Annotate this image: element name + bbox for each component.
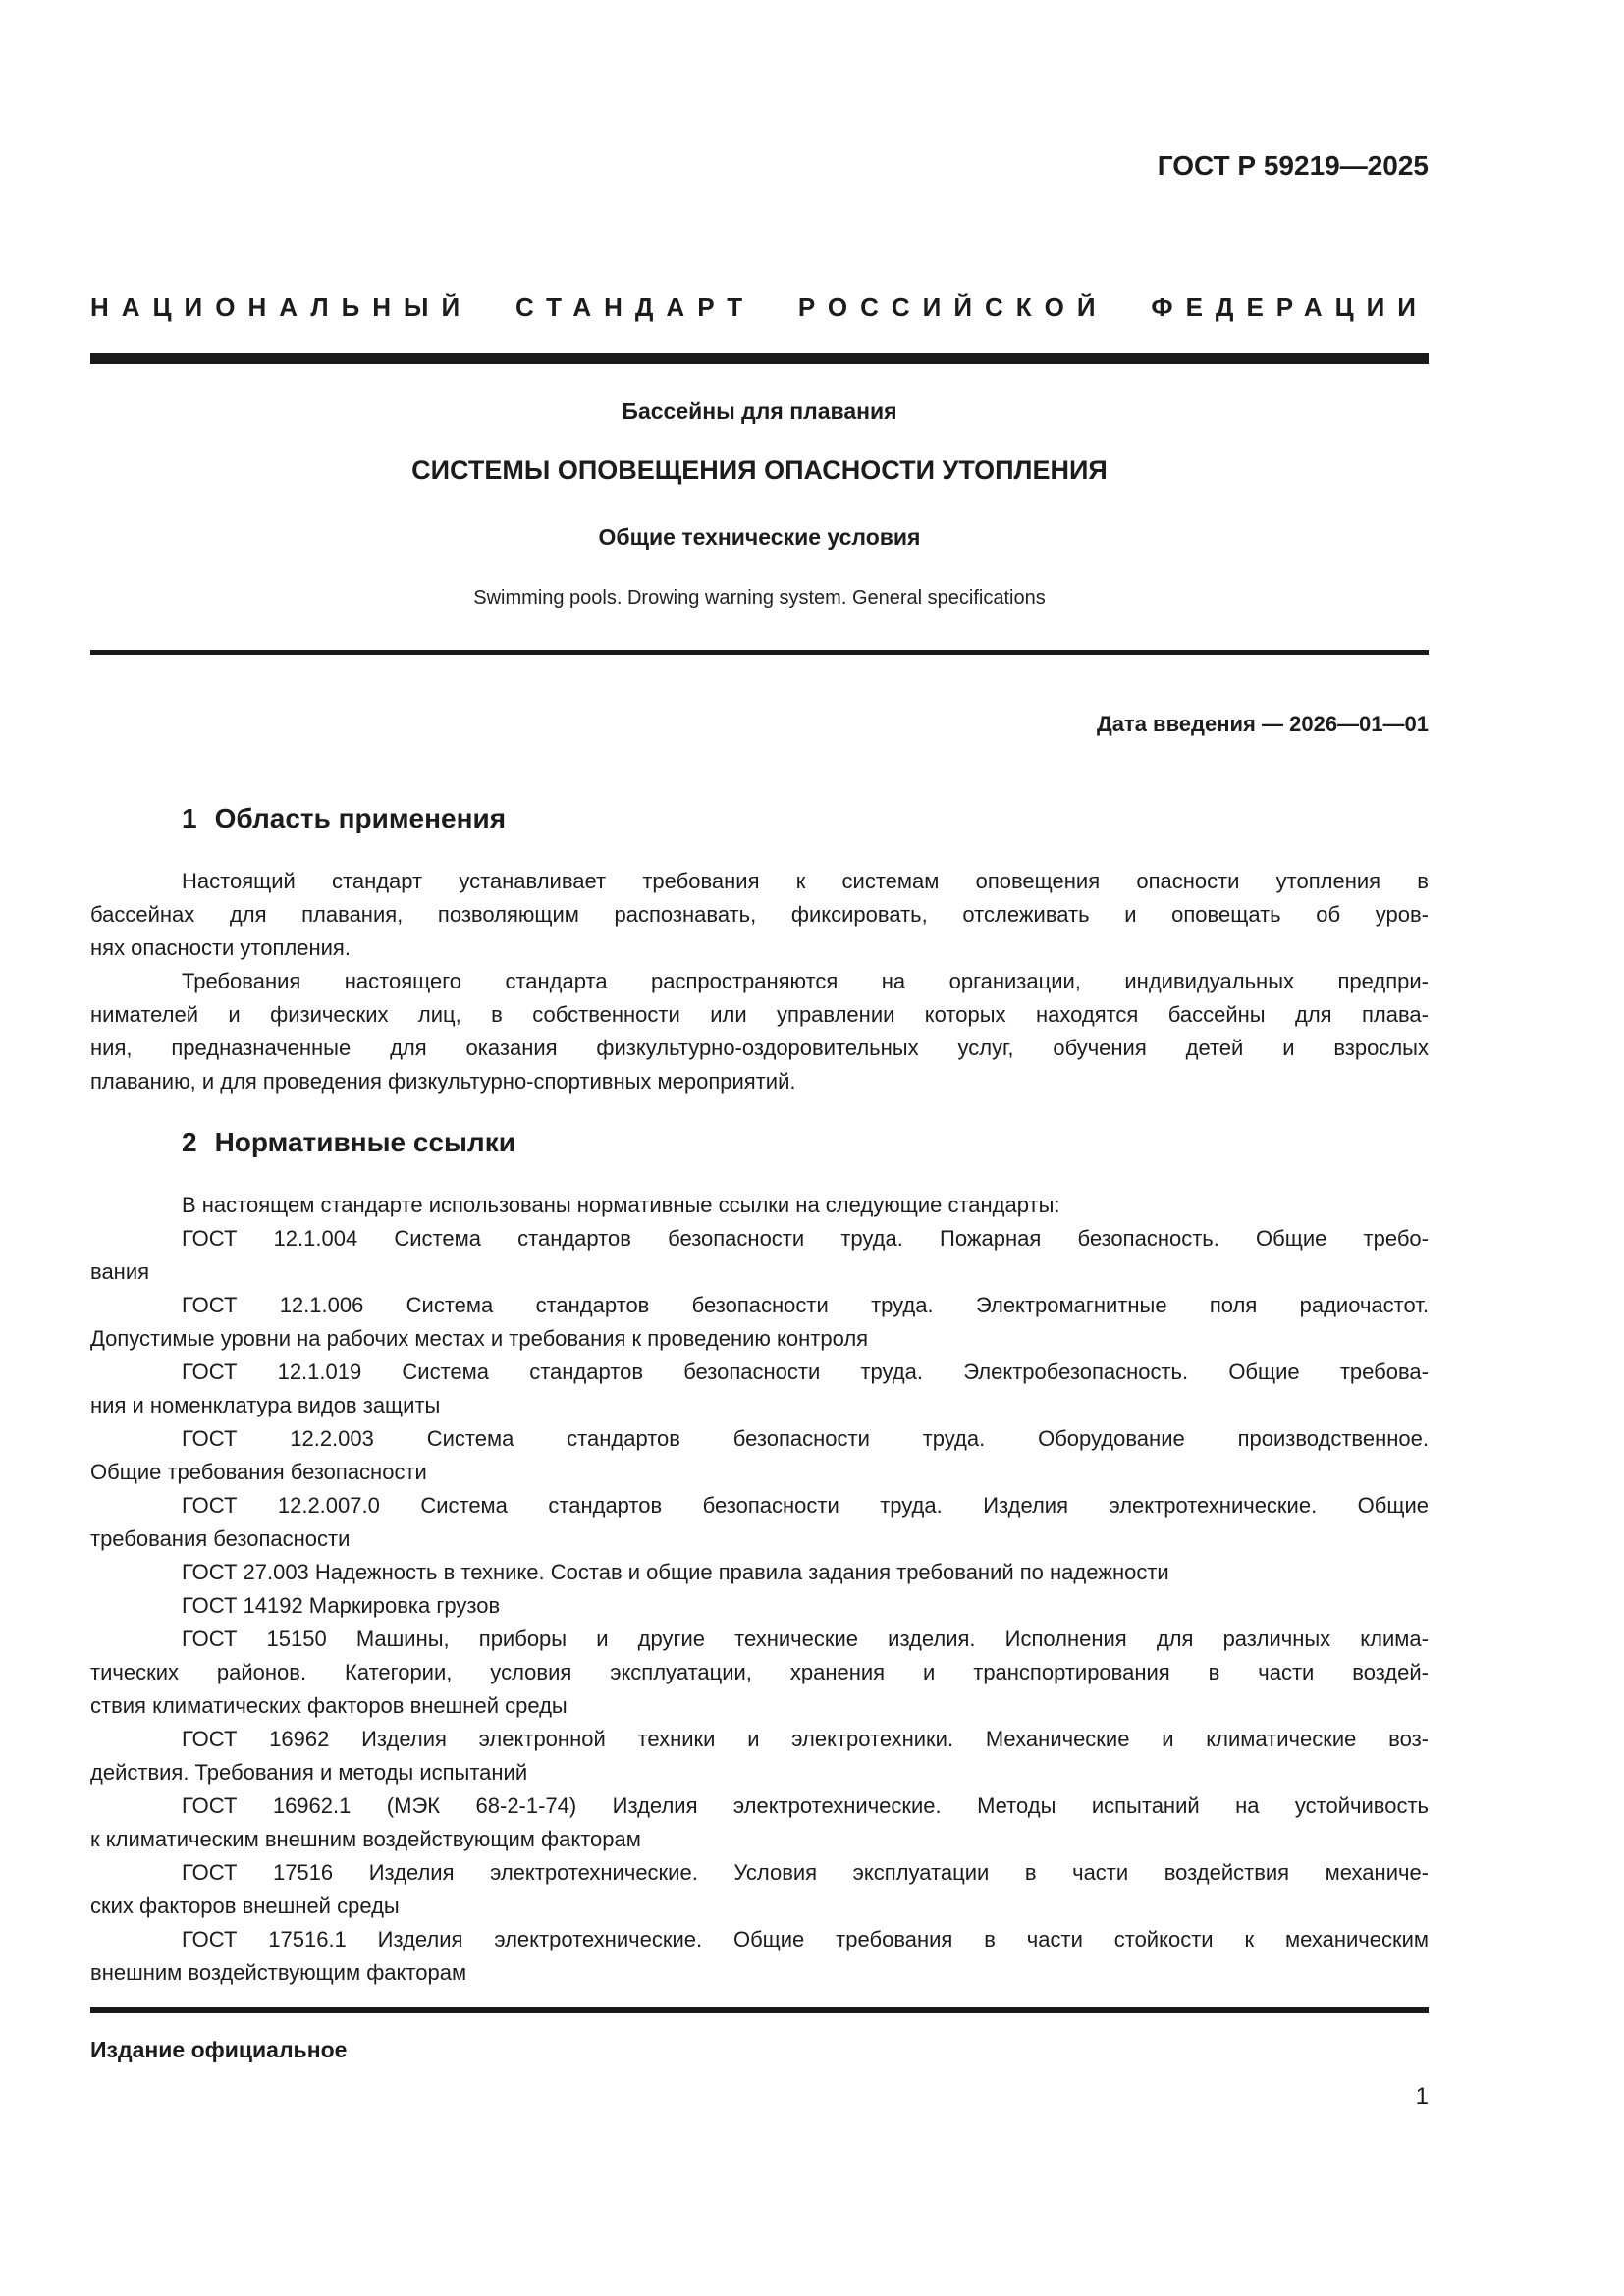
section-title: Нормативные ссылки — [214, 1127, 515, 1157]
paragraph-line: Требования настоящего стандарта распространяются на организации, индивидуальных предпри- — [182, 969, 1429, 993]
paragraph-line: Настоящий стандарт устанавливает требования к системам оповещения опасности утопления в — [182, 869, 1429, 893]
paragraph — [90, 1723, 1429, 1789]
paragraph-line: ГОСТ 14192 Маркировка грузов — [182, 1593, 501, 1618]
paragraph-line: ских факторов внешней среды — [90, 1894, 400, 1918]
paragraph-line: ГОСТ 12.2.003 Система стандартов безопасности труда. Оборудование производственное. — [182, 1426, 1429, 1451]
paragraph-line: ГОСТ 27.003 Надежность в технике. Состав и общие правила задания требований по надежности — [182, 1560, 1169, 1584]
paragraph — [90, 1623, 1429, 1723]
paragraph-line: ГОСТ 17516 Изделия электротехнические. Условия эксплуатации в части воздействия механиче- — [182, 1860, 1429, 1885]
paragraph-line: вания — [90, 1259, 150, 1284]
doc-number: ГОСТ Р 59219—2025 — [1157, 150, 1429, 181]
title-rule — [90, 650, 1429, 655]
paragraph-line: требования безопасности — [90, 1526, 351, 1551]
paragraph-line: ГОСТ 12.1.006 Система стандартов безопасности труда. Электромагнитные поля радиочастот. — [182, 1293, 1429, 1317]
page-number: 1 — [1415, 2083, 1429, 2109]
effective-date: Дата введения — 2026—01—01 — [1097, 712, 1429, 736]
title-english: Swimming pools. Drowing warning system. General specifications — [473, 587, 1046, 609]
paragraph-line: ния и номенклатура видов защиты — [90, 1393, 441, 1417]
paragraph-line: Допустимые уровни на рабочих местах и требования к проведению контроля — [90, 1326, 869, 1351]
title-main: СИСТЕМЫ ОПОВЕЩЕНИЯ ОПАСНОСТИ УТОПЛЕНИЯ — [411, 455, 1108, 485]
paragraph-line: нях опасности утопления. — [90, 935, 351, 960]
paragraph — [90, 1422, 1429, 1489]
paragraph-line: ния, предназначенные для оказания физкультурно-оздоровительных услуг, обучения детей и взрослых — [90, 1036, 1429, 1060]
paragraph-line: плаванию, и для проведения физкультурно-спортивных мероприятий. — [90, 1069, 796, 1094]
paragraph — [90, 865, 1429, 965]
paragraph-line: Общие требования безопасности — [90, 1460, 427, 1484]
paragraph-line: действия. Требования и методы испытаний — [90, 1760, 528, 1785]
paragraph-line: ГОСТ 12.2.007.0 Система стандартов безопасности труда. Изделия электротехнические. Общие — [182, 1493, 1429, 1518]
section-heading — [90, 802, 1429, 835]
paragraph-line: ГОСТ 12.1.004 Система стандартов безопасности труда. Пожарная безопасность. Общие требо- — [182, 1226, 1429, 1251]
paragraph-line: бассейнах для плавания, позволяющим распознавать, фиксировать, отслеживать и оповещать об уров- — [90, 902, 1429, 927]
paragraph — [90, 1489, 1429, 1556]
paragraph — [90, 965, 1429, 1098]
content-column — [90, 0, 1429, 2111]
paragraph-line: к климатическим внешним воздействующим факторам — [90, 1827, 641, 1851]
paragraph — [90, 1189, 1429, 1222]
paragraph — [90, 1789, 1429, 1856]
section-heading — [90, 1126, 1429, 1159]
paragraph — [90, 1222, 1429, 1289]
section-body — [90, 1189, 1429, 1990]
section-title: Область применения — [214, 803, 507, 833]
title-subtitle: Общие технические условия — [598, 524, 921, 550]
title-subject: Бассейны для плавания — [622, 399, 897, 424]
footer-rule — [90, 2007, 1429, 2013]
paragraph-line: ствия климатических факторов внешней среды — [90, 1693, 568, 1718]
paragraph — [90, 1589, 1429, 1623]
section-body — [90, 865, 1429, 1098]
sections-container — [90, 802, 1429, 1990]
paragraph-line: ГОСТ 12.1.019 Система стандартов безопасности труда. Электробезопасность. Общие требова- — [182, 1360, 1429, 1384]
paragraph — [90, 1923, 1429, 1990]
section-number: 1 — [182, 803, 197, 833]
paragraph-line: ГОСТ 15150 Машины, приборы и другие технические изделия. Исполнения для различных клима- — [182, 1627, 1429, 1651]
paragraph-line: ГОСТ 16962 Изделия электронной техники и электротехники. Механические и климатические воз- — [182, 1727, 1429, 1751]
paragraph — [90, 1356, 1429, 1422]
paragraph-line: тических районов. Категории, условия эксплуатации, хранения и транспортирования в части воздей- — [90, 1660, 1429, 1684]
national-standard-banner: НАЦИОНАЛЬНЫЙ СТАНДАРТ РОССИЙСКОЙ ФЕДЕРАЦИИ — [90, 293, 1429, 322]
edition-note: Издание официальное — [90, 2037, 348, 2062]
paragraph-line: ГОСТ 16962.1 (МЭК 68-2-1-74) Изделия электротехнические. Методы испытаний на устойчивость — [182, 1793, 1429, 1818]
section-number: 2 — [182, 1127, 197, 1157]
paragraph-line: В настоящем стандарте использованы нормативные ссылки на следующие стандарты: — [182, 1193, 1060, 1217]
paragraph-line: внешним воздействующим факторам — [90, 1960, 467, 1985]
paragraph — [90, 1289, 1429, 1356]
paragraph — [90, 1856, 1429, 1923]
header-rule — [90, 353, 1429, 364]
paragraph-line: ГОСТ 17516.1 Изделия электротехнические. Общие требования в части стойкости к механическим — [182, 1927, 1429, 1951]
paragraph — [90, 1556, 1429, 1589]
paragraph-line: нимателей и физических лиц, в собственности или управлении которых находятся бассейны для плава- — [90, 1002, 1429, 1027]
